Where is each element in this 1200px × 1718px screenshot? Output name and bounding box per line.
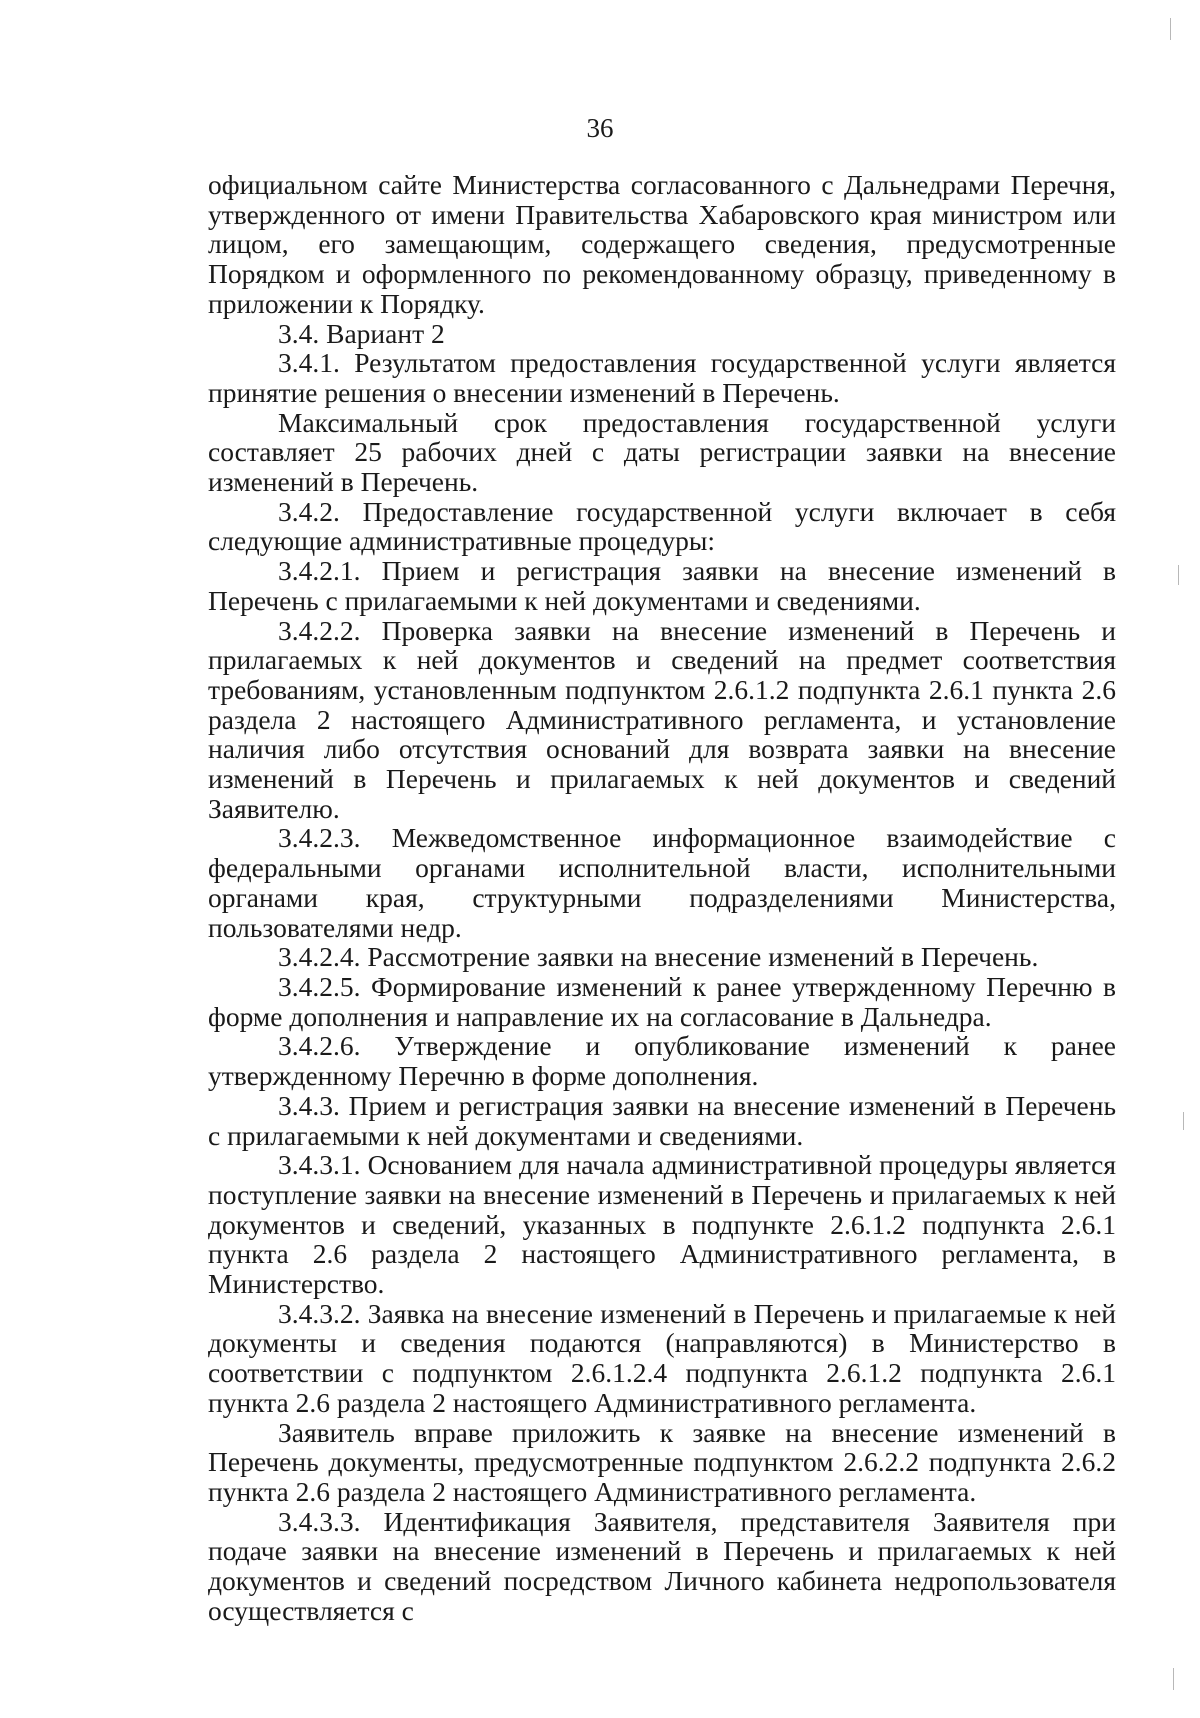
paragraph-3-4-2: 3.4.2. Предоставление государственной услуги включает в себя следующие административные процедуры: <box>208 495 1116 557</box>
paragraph-3-4-2-6: 3.4.2.6. Утверждение и опубликование изменений к ранее утвержденному Перечню в форме дополнения. <box>208 1030 1116 1092</box>
paragraph-3-4-2-3: 3.4.2.3. Межведомственное информационное взаимодействие с федеральными органами исполнительной власти, исполнительными органами края, структурными подразделениями Министерства, пользователями недр. <box>208 822 1116 943</box>
paragraph-variant-2-heading: 3.4. Вариант 2 <box>278 317 445 349</box>
scan-edge-mark <box>1178 565 1179 585</box>
paragraph-3-4-2-2: 3.4.2.2. Проверка заявки на внесение изменений в Перечень и прилагаемых к ней документов и сведений на предмет соответствия требованиям, установленным подпунктом 2.6.1.2 подпункта 2.6.1 пункта 2.6 раздела 2 настоящего Административного регламента, и установление наличия либо отсутствия оснований для возврата заявки на внесение изменений в Перечень и прилагаемых к ней документов и сведений Заявителю. <box>208 614 1116 824</box>
paragraph-max-term: Максимальный срок предоставления государственной услуги составляет 25 рабочих дней с даты регистрации заявки на внесение изменений в Перечень. <box>208 406 1116 498</box>
paragraph-3-4-3-3: 3.4.3.3. Идентификация Заявителя, представителя Заявителя при подаче заявки на внесение изменений в Перечень и прилагаемых к ней документов и сведений посредством Личного кабинета недропользователя осуществляется с <box>208 1505 1116 1626</box>
document-body <box>208 170 1116 1625</box>
paragraph-3-4-2-4: 3.4.2.4. Рассмотрение заявки на внесение изменений в Перечень. <box>278 941 1039 973</box>
page-number: 36 <box>586 113 614 143</box>
paragraph-3-4-3-1: 3.4.3.1. Основанием для начала административной процедуры является поступление заявки на внесение изменений в Перечень и прилагаемых к ней документов и сведений, указанных в подпункте 2.6.1.2 подпункта 2.6.1 пункта 2.6 раздела 2 настоящего Административного регламента, в Министерство. <box>208 1149 1116 1300</box>
paragraph-3-4-3: 3.4.3. Прием и регистрация заявки на внесение изменений в Перечень с прилагаемыми к ней документами и сведениями. <box>208 1089 1116 1151</box>
scan-edge-mark <box>1183 1112 1184 1130</box>
paragraph-3-4-2-5: 3.4.2.5. Формирование изменений к ранее утвержденному Перечню в форме дополнения и направление их на согласование в Дальнедра. <box>208 970 1116 1032</box>
paragraph-continuation: официальном сайте Министерства согласованного с Дальнедрами Перечня, утвержденного от имени Правительства Хабаровского края министром или лицом, его замещающим, содержащего сведения, предусмотренные Порядком и оформленного по рекомендованному образцу, приведенному в приложении к Порядку. <box>208 169 1116 319</box>
scan-edge-mark <box>1170 18 1171 40</box>
paragraph-3-4-3-2: 3.4.3.2. Заявка на внесение изменений в Перечень и прилагаемые к ней документы и сведения подаются (направляются) в Министерство в соответствии с подпунктом 2.6.1.2.4 подпункта 2.6.1.2 подпункта 2.6.1 пункта 2.6 раздела 2 настоящего Административного регламента. <box>208 1297 1116 1418</box>
scan-edge-mark <box>1173 1668 1174 1690</box>
paragraph-applicant-right: Заявитель вправе приложить к заявке на внесение изменений в Перечень документы, предусмотренные подпунктом 2.6.2.2 подпункта 2.6.2 пункта 2.6 раздела 2 настоящего Административного регламента. <box>208 1416 1116 1507</box>
paragraph-3-4-1: 3.4.1. Результатом предоставления государственной услуги является принятие решения о внесении изменений в Перечень. <box>208 347 1116 408</box>
paragraph-3-4-2-1: 3.4.2.1. Прием и регистрация заявки на внесение изменений в Перечень с прилагаемыми к ней документами и сведениями. <box>208 555 1116 616</box>
